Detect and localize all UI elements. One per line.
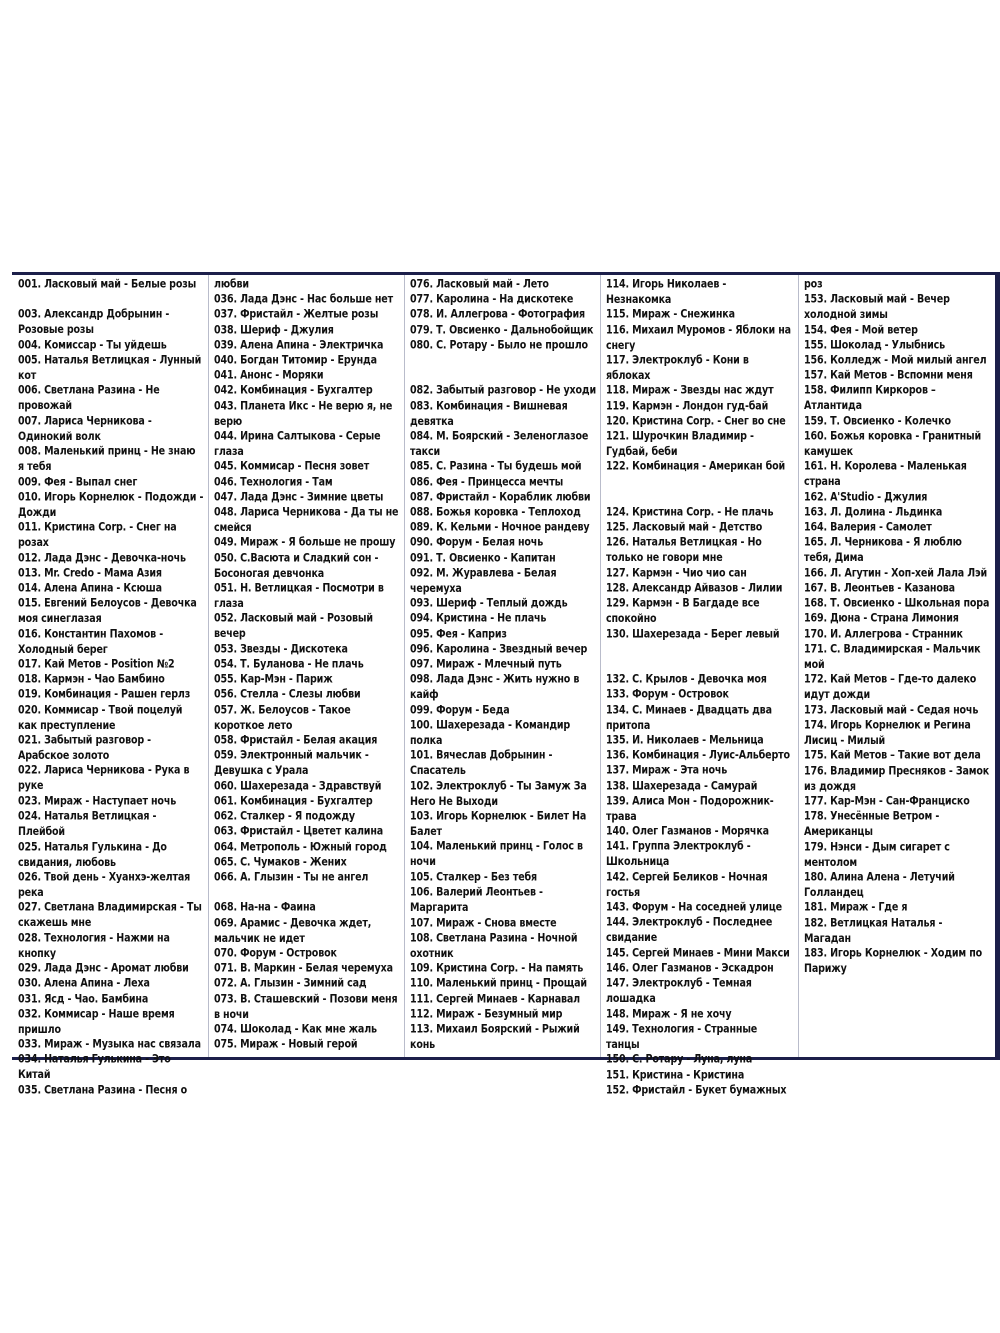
song-entry: 043. Планета Икс - Не верю я, не верю (214, 399, 393, 429)
song-entry: 057. Ж. Белоусов - Такое короткое лето (214, 703, 351, 733)
song-entry: 144. Электроклуб - Последнее свидание (606, 916, 773, 946)
song-entry: 102. Электроклуб - Ты Замуж За Него Не Выходи (410, 779, 587, 809)
song-entry: 013. Mr. Credo - Мама Азия (18, 566, 162, 580)
song-entry: 045. Коммисар - Песня зовет (214, 460, 370, 474)
song-entry: 164. Валерия - Самолет (804, 521, 932, 534)
song-entry: 141. Группа Электроклуб - Школьница (606, 840, 751, 870)
song-entry: 087. Фристайл - Кораблик любви (410, 490, 591, 504)
song-entry: 135. И. Николаев - Мельница (606, 734, 764, 747)
song-entry: 086. Фея - Принцесса мечты (410, 475, 564, 489)
song-entry: 167. В. Леонтьев - Казанова (804, 582, 955, 595)
song-entry: 161. Н. Королева - Маленькая страна (804, 460, 967, 490)
song-entry: 134. С. Минаев - Двадцать два притопа (606, 703, 772, 733)
song-entry: 107. Мираж - Снова вместе (410, 916, 557, 930)
song-entry: 115. Мираж - Снежинка (606, 308, 735, 322)
song-entry: 110. Маленький принц - Прощай (410, 977, 587, 990)
song-entry: 116. Михаил Муромов - Яблоки на снегу (606, 323, 791, 353)
song-entry: 023. Мираж - Наступает ночь (18, 794, 177, 808)
song-entry: 171. С. Владимирская - Мальчик мой (804, 642, 981, 672)
song-entry: 126. Наталья Ветлицкая - Но только не говори мне (606, 536, 762, 566)
song-entry: 179. Нэнси - Дым сигарет с ментолом (804, 840, 950, 870)
song-entry: 062. Сталкер - Я подожду (214, 810, 355, 823)
song-entry: 068. На-на - Фаина (214, 901, 316, 914)
song-entry: 084. М. Боярский - Зеленоглазое такси (410, 430, 589, 459)
song-entry: 089. К. Кельми - Ночное рандеву (410, 521, 590, 534)
song-entry: 127. Кармэн - Чио чио сан (606, 566, 747, 580)
song-entry: 136. Комбинация - Луис-Альберто (606, 749, 790, 762)
blank-line (410, 368, 596, 383)
song-entry: 176. Владимир Пресняков - Замок из дождя (804, 764, 990, 794)
song-entry: 160. Божья коровка - Гранитный камушек (804, 430, 981, 459)
song-entry: 097. Мираж - Млечный путь (410, 658, 562, 671)
song-entry: 074. Шоколад - Как мне жаль (214, 1022, 377, 1036)
column-divider (404, 275, 405, 1057)
song-entry: 166. Л. Агутин - Хоп-хей Лала Лэй (804, 566, 988, 580)
song-entry: 174. Игорь Корнелюк и Регина Лисиц - Милый (804, 718, 971, 748)
song-entry: 091. Т. Овсиенко - Капитан (410, 551, 556, 565)
song-entry: 130. Шахерезада - Берег левый (606, 627, 780, 641)
song-entry: 033. Мираж - Музыка нас связала (18, 1038, 201, 1051)
song-entry: 071. В. Маркин - Белая черемуха (214, 962, 393, 975)
song-entry: 010. Игорь Корнелюк - Подожди - Дожди (18, 490, 204, 520)
song-entry: 003. Александр Добрынин - Розовые розы (18, 308, 170, 338)
song-entry: 117. Электроклуб - Кони в яблоках (606, 354, 749, 383)
song-entry: 175. Кай Метов – Такие вот дела (804, 749, 981, 762)
song-entry: 018. Кармэн - Чао Бамбино (18, 673, 165, 686)
song-entry: 101. Вячеслав Добрынин - Спасатель (410, 749, 553, 778)
song-entry: 153. Ласковый май - Вечер холодной зимы (804, 293, 950, 322)
song-entry: 154. Фея - Мой ветер (804, 323, 918, 337)
song-entry: 044. Ирина Салтыкова - Серые глаза (214, 430, 381, 459)
song-entry: 017. Кай Метов - Position №2 (18, 658, 175, 671)
song-entry: 024. Наталья Ветлицкая - Плейбой (18, 810, 157, 839)
song-entry: 078. И. Аллегрова - Фотография (410, 308, 586, 322)
song-entry: 143. Форум - На соседней улице (606, 901, 782, 914)
song-entry: 036. Лада Дэнс - Нас больше нет (214, 293, 393, 306)
song-entry: 100. Шахерезада - Командир полка (410, 718, 571, 748)
song-entry: 173. Ласковый май - Седая ночь (804, 703, 979, 717)
song-entry: 142. Сергей Беликов - Ночная гостья (606, 870, 768, 900)
song-entry: 026. Твой день - Хуанхэ-желтая река (18, 870, 191, 900)
song-entry: 099. Форум - Беда (410, 703, 510, 717)
song-entry: 058. Фристайл - Белая акация (214, 734, 378, 747)
song-entry: 104. Маленький принц - Голос в ночи (410, 840, 583, 870)
song-entry: 149. Технология - Странные танцы (606, 1022, 758, 1052)
song-entry: 077. Каролина - На дискотеке (410, 293, 574, 306)
song-entry: 146. Олег Газманов - Эскадрон (606, 962, 774, 975)
song-entry: 178. Унесённые Ветром - Американцы (804, 810, 940, 839)
song-entry: 125. Ласковый май - Детство (606, 521, 763, 534)
song-entry: 079. Т. Овсиенко - Дальнобойщик (410, 323, 594, 337)
song-entry: 066. А. Глызин - Ты не ангел (214, 870, 369, 884)
song-entry: 181. Мираж - Где я (804, 901, 908, 914)
song-entry: 027. Светлана Владимирская - Ты скажешь мне (18, 901, 202, 930)
song-entry: 060. Шахерезада - Здравствуй (214, 779, 382, 793)
song-entry: 001. Ласковый май - Белые розы (18, 278, 197, 291)
song-entry: 041. Анонс - Моряки (214, 369, 324, 382)
song-entry: 096. Каролина - Звездный вечер (410, 642, 588, 656)
song-entry: 038. Шериф - Джулия (214, 323, 334, 337)
song-entry: 056. Стелла - Слезы любви (214, 688, 361, 702)
song-entry: 163. Л. Долина - Льдинка (804, 506, 943, 519)
song-entry: 083. Комбинация - Вишневая девятка (410, 399, 568, 429)
song-entry: 025. Наталья Гулькина - До свидания, любовь (18, 840, 167, 870)
song-entry: 121. Шурочкин Владимир - Гудбай, беби (606, 430, 754, 459)
song-column-3 (410, 277, 596, 1052)
song-entry: 152. Фристайл - Букет бумажных (606, 1083, 787, 1097)
song-entry: 122. Комбинация - Американ бой (606, 460, 786, 474)
song-entry: 076. Ласковый май - Лето (410, 278, 549, 291)
song-entry: 094. Кристина - Не плачь (410, 612, 547, 626)
column-divider (798, 275, 799, 1057)
song-entry: 075. Мираж - Новый герой (214, 1038, 358, 1051)
song-entry: 155. Шоколад - Улыбнись (804, 338, 945, 352)
song-entry: 133. Форум - Островок (606, 688, 729, 702)
song-entry: 009. Фея - Выпал снег (18, 475, 138, 489)
song-entry: 034. Наталья Гулькина - Это Китай (18, 1053, 171, 1082)
song-entry: 035. Светлана Разина - Песня о (18, 1083, 187, 1097)
song-entry: 113. Михаил Боярский - Рыжий конь (410, 1022, 580, 1052)
song-entry: 048. Лариса Черникова - Да ты не смейся (214, 506, 399, 535)
song-entry: 049. Мираж - Я больше не прошу (214, 536, 396, 550)
song-entry: 158. Филипп Киркоров – Атлантида (804, 384, 936, 414)
blank-line (606, 475, 792, 490)
song-entry: 031. Ясд - Чао. Бамбина (18, 992, 149, 1006)
song-entry: 008. Маленький принц - Не знаю я тебя (18, 445, 196, 474)
song-entry: 124. Кристина Corp. - Не плачь (606, 506, 774, 519)
song-entry: 051. Н. Ветлицкая - Посмотри в глаза (214, 582, 384, 611)
song-column-2 (214, 277, 400, 1052)
song-entry: 112. Мираж - Безумный мир (410, 1007, 563, 1021)
song-entry: 061. Комбинация - Бухгалтер (214, 794, 373, 808)
song-entry: 138. Шахерезада - Самурай (606, 779, 758, 793)
song-entry: 055. Кар-Мэн - Париж (214, 673, 333, 686)
blank-line (606, 490, 792, 505)
column-divider (208, 275, 209, 1057)
song-entry: 180. Алина Алена - Летучий Голландец (804, 870, 955, 900)
song-entry: 021. Забытый разговор - Арабское золото (18, 734, 151, 763)
song-entry: 095. Фея - Каприз (410, 627, 507, 641)
song-entry: 183. Игорь Корнелюк - Ходим по Парижу (804, 946, 983, 976)
song-entry: 015. Евгений Белоусов - Девочка моя синеглазая (18, 597, 197, 626)
song-entry: роз (804, 278, 823, 291)
blank-line (214, 885, 400, 900)
song-entry: 063. Фристайл - Цветет калина (214, 825, 384, 838)
song-entry: 073. В. Сташевский - Позови меня в ночи (214, 992, 398, 1022)
song-column-4 (606, 277, 792, 1098)
song-entry: 085. С. Разина - Ты будешь мой (410, 460, 582, 474)
song-entry: 004. Комиссар - Ты уйдешь (18, 338, 167, 352)
song-entry: 157. Кай Метов - Вспомни меня (804, 369, 973, 382)
song-entry: 177. Кар-Мэн - Сан-Франциско (804, 794, 970, 808)
song-entry: 111. Сергей Минаев - Карнавал (410, 992, 580, 1006)
song-entry: 088. Божья коровка - Теплоход (410, 506, 581, 519)
song-entry: 082. Забытый разговор - Не уходи (410, 384, 596, 398)
song-entry: 050. С.Васюта и Сладкий сон - Босоногая девчонка (214, 551, 379, 581)
song-entry: 108. Светлана Разина - Ночной охотник (410, 931, 578, 961)
song-entry: 037. Фристайл - Желтые розы (214, 308, 379, 322)
song-entry: 030. Алена Апина - Леха (18, 977, 150, 990)
song-entry: 005. Наталья Ветлицкая - Лунный кот (18, 354, 202, 383)
song-entry: 047. Лада Дэнс - Зимние цветы (214, 490, 384, 504)
song-entry: 014. Алена Апина - Ксюша (18, 582, 162, 595)
song-entry: 148. Мираж - Я не хочу (606, 1007, 732, 1021)
song-column-5 (804, 277, 990, 976)
song-entry: 029. Лада Дэнс - Аромат любви (18, 962, 189, 975)
song-entry: 046. Технология - Там (214, 475, 333, 489)
song-entry: 053. Звезды - Дискотека (214, 642, 348, 656)
song-entry: 019. Комбинация - Рашен герлз (18, 688, 191, 702)
song-entry: 119. Кармэн - Лондон гуд-бай (606, 399, 769, 413)
blank-line (18, 292, 204, 307)
song-entry: 147. Электроклуб - Темная лошадка (606, 977, 752, 1006)
song-entry: 162. A'Studio - Джулия (804, 490, 928, 504)
song-entry: 168. Т. Овсиенко - Школьная пора (804, 597, 990, 610)
song-entry: 114. Игорь Николаев - Незнакомка (606, 278, 727, 307)
song-entry: 145. Сергей Минаев - Мини Макси (606, 946, 790, 960)
song-entry: 109. Кристина Corp. - На память (410, 962, 584, 975)
song-entry: 118. Мираж - Звезды нас ждут (606, 384, 774, 398)
song-entry: 052. Ласковый май - Розовый вечер (214, 612, 373, 642)
song-entry: 093. Шериф - Теплый дождь (410, 597, 568, 610)
song-entry: 022. Лариса Черникова - Рука в руке (18, 764, 190, 794)
song-entry: 028. Технология - Нажми на кнопку (18, 931, 170, 961)
song-entry: 106. Валерий Леонтьев - Маргарита (410, 886, 543, 915)
song-entry: 006. Светлана Разина - Не провожай (18, 384, 160, 414)
song-entry: 069. Арамис - Девочка ждет, мальчик не идет (214, 916, 372, 946)
song-entry: 080. С. Ротару - Было не прошло (410, 338, 588, 352)
song-entry: 032. Коммисар - Наше время пришло (18, 1007, 175, 1037)
song-entry: 165. Л. Черникова - Я люблю тебя, Дима (804, 536, 962, 566)
song-entry: 151. Кристина - Кристина (606, 1068, 745, 1082)
blank-line (606, 657, 792, 672)
song-entry: 139. Алиса Мон - Подорожник-трава (606, 794, 774, 824)
song-entry: 070. Форум - Островок (214, 946, 337, 960)
song-entry: 182. Ветлицкая Наталья - Магадан (804, 916, 943, 946)
column-divider (600, 275, 601, 1057)
song-entry: 090. Форум - Белая ночь (410, 536, 544, 550)
song-entry: любви (214, 278, 249, 291)
song-entry: 072. А. Глызин - Зимний сад (214, 977, 367, 990)
song-entry: 092. М. Журавлева - Белая черемуха (410, 566, 557, 596)
song-entry: 039. Алена Апина - Электричка (214, 338, 384, 352)
song-list-sheet (12, 272, 1000, 1097)
song-entry: 103. Игорь Корнелюк - Билет На Балет (410, 810, 587, 839)
song-entry: 120. Кристина Corp. - Снег во сне (606, 414, 786, 428)
song-entry: 128. Александр Айвазов - Лилии (606, 582, 783, 595)
song-entry: 054. Т. Буланова - Не плачь (214, 658, 364, 671)
song-entry: 016. Константин Пахомов - Холодный берег (18, 627, 164, 657)
song-entry: 011. Кристина Corp. - Снег на розах (18, 521, 177, 550)
song-entry: 098. Лада Дэнс - Жить нужно в кайф (410, 673, 580, 702)
song-entry: 156. Колледж - Мой милый ангел (804, 354, 987, 367)
song-entry: 065. С. Чумаков - Жених (214, 855, 347, 869)
song-entry: 020. Коммисар - Твой поцелуй как преступление (18, 703, 183, 733)
song-entry: 007. Лариса Черникова - Одинокий волк (18, 414, 152, 444)
song-entry: 172. Кай Метов – Где-то далеко идут дожди (804, 673, 977, 702)
song-entry: 150. С. Ротару - Луна, луна (606, 1053, 753, 1066)
song-entry: 132. С. Крылов - Девочка моя (606, 673, 767, 686)
song-entry: 137. Мираж - Эта ночь (606, 764, 728, 778)
song-column-1 (18, 277, 204, 1098)
song-entry: 129. Кармэн - В Багдаде все спокойно (606, 597, 760, 626)
song-entry: 059. Электронный мальчик - Девушка с Урала (214, 749, 369, 778)
song-entry: 042. Комбинация - Бухгалтер (214, 384, 373, 398)
blank-line (606, 642, 792, 657)
song-entry: 169. Дюна - Страна Лимония (804, 612, 959, 626)
blank-line (410, 353, 596, 368)
song-entry: 064. Метрополь - Южный город (214, 840, 387, 854)
song-entry: 140. Олег Газманов - Морячка (606, 825, 769, 838)
song-entry: 159. Т. Овсиенко - Колечко (804, 414, 951, 428)
song-entry: 105. Сталкер - Без тебя (410, 870, 538, 884)
song-entry: 040. Богдан Титомир - Ерунда (214, 354, 377, 367)
song-entry: 170. И. Аллегрова - Странник (804, 627, 963, 641)
song-entry: 012. Лада Дэнс - Девочка-ночь (18, 551, 186, 565)
